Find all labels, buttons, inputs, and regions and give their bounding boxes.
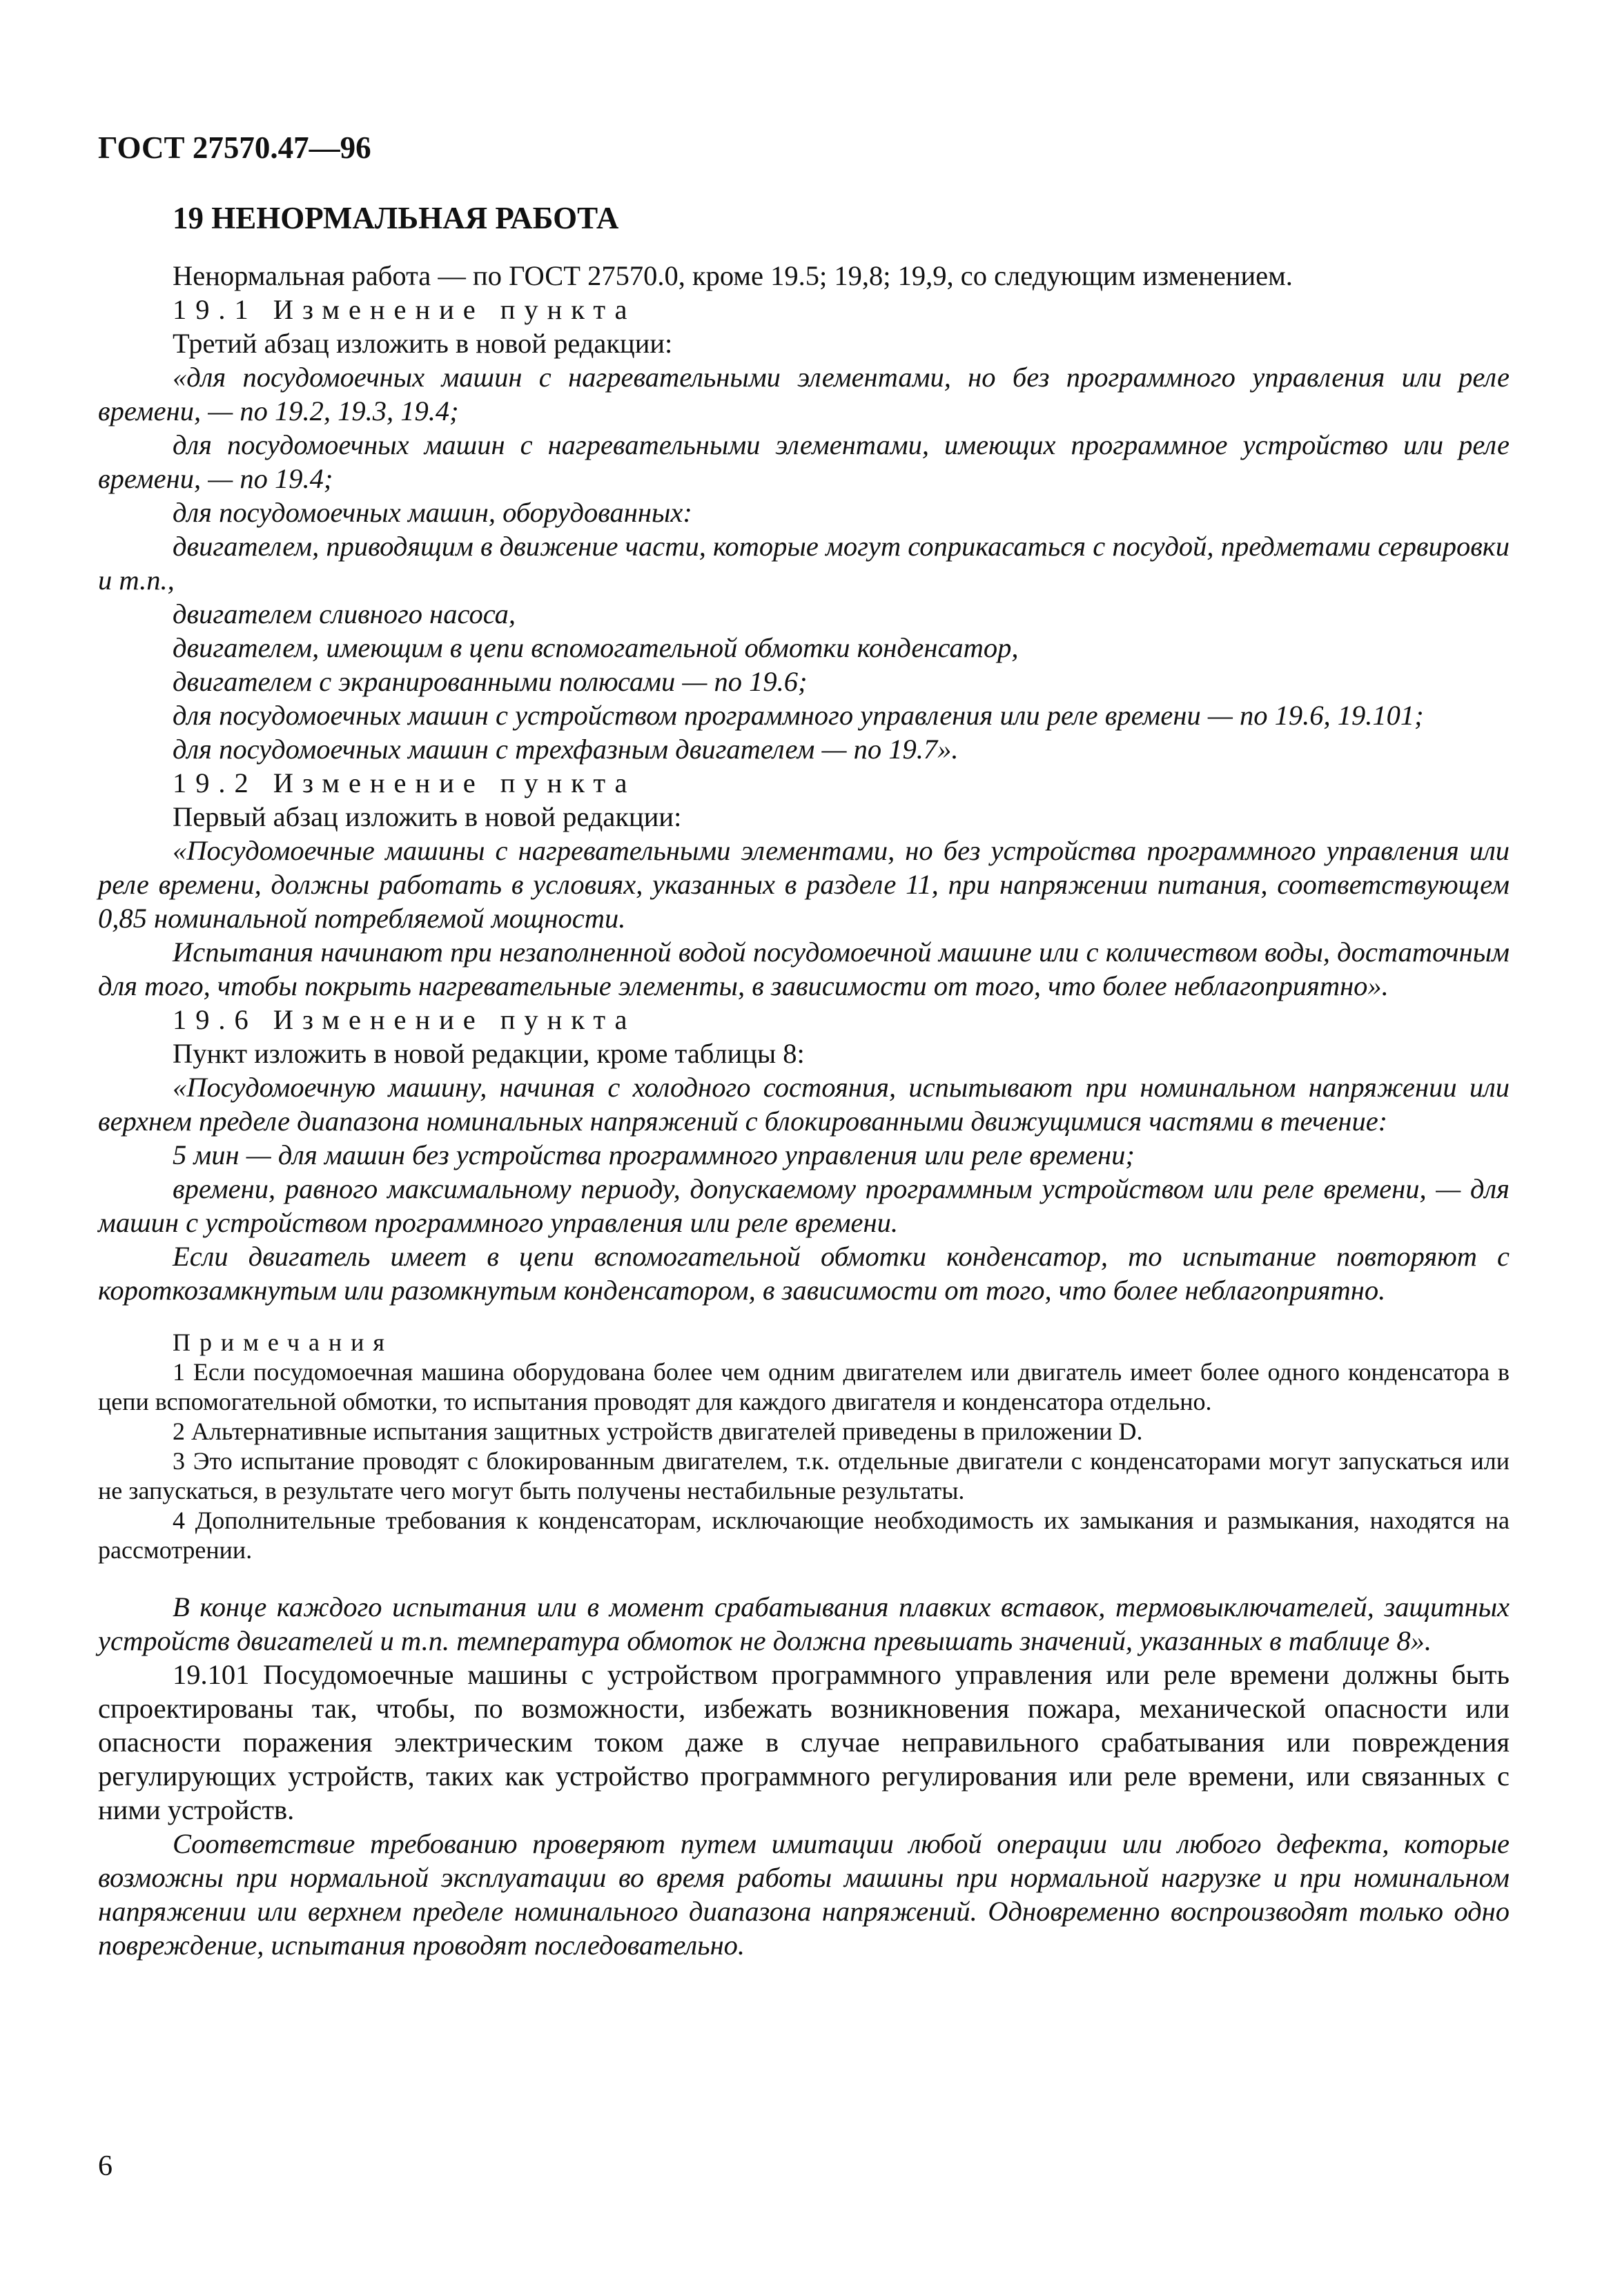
clause-19-6-text: «Посудомоечную машину, начиная с холодного состояния, испытывают при номинальном напряжении или верхнем пределе диапазона номинальных напряжений с блокированными движущимися частями в течение: (98, 1072, 1510, 1137)
clause-19-1-text: двигателем, имеющим в цепи вспомогательной обмотки конденсатор, (173, 632, 1019, 663)
clause-19-2-text: Испытания начинают при незаполненной водой посудомоечной машине или с количеством воды, достаточным для того, чтобы покрыть нагревательные элементы, в зависимости от того, что более неблагоприятно». (98, 936, 1510, 1001)
notes-title: Примечания (173, 1328, 393, 1356)
clause-19-1-instruction: Третий абзац изложить в новой редакции: (173, 328, 673, 359)
note-item: 1 Если посудомоечная машина оборудована более чем одним двигателем или двигатель имеет более одного конденсатора в цепи вспомогательной обмотки, то испытания проводят для каждого двигателя и конденсатора отдельно. (98, 1358, 1510, 1415)
document-header: ГОСТ 27570.47—96 (98, 130, 371, 165)
clause-19-1-text: для посудомоечных машин с нагревательными элементами, имеющих программное устройство или реле времени, — по 19.4; (98, 429, 1510, 494)
clause-19-6-text: времени, равного максимальному периоду, допускаемому программным устройством или реле времени, — для машин с устройством программного управления или реле времени. (98, 1173, 1510, 1238)
page-number: 6 (98, 2150, 113, 2182)
clause-19-1-text: «для посудомоечных машин с нагревательными элементами, но без программного управления или реле времени, — по 19.2, 19.3, 19.4; (98, 362, 1510, 426)
clause-19-1-text: двигателем сливного насоса, (173, 598, 516, 629)
compliance-text: Соответствие требованию проверяют путем имитации любой операции или любого дефекта, которые возможны при нормальной эксплуатации во время работы машины при нормальной нагрузке и при номинальном напряжении или верхнем пределе номинального диапазона напряжений. Одновременно воспроизводят только одно повреждение, испытания проводят последовательно. (98, 1828, 1510, 1961)
after-notes-text: В конце каждого испытания или в момент срабатывания плавких вставок, термовыключателей, защитных устройств двигателей и т.п. температура обмоток не должна превышать значений, указанных в таблице 8». (98, 1591, 1510, 1656)
clause-19-1-heading: 19.1 Изменение пункта (173, 294, 636, 325)
document-body (98, 202, 1510, 1962)
clause-19-1-text: двигателем, приводящим в движение части, которые могут соприкасаться с посудой, предметами сервировки и т.п., (98, 531, 1510, 596)
clause-19-101: 19.101 Посудомоечные машины с устройством программного управления или реле времени должны быть спроектированы так, чтобы, по возможности, избежать возникновения пожара, механической опасности или опасности поражения электрическим током даже в случае неправильного срабатывания или повреждения регулирующих устройств, таких как устройство программного регулирования или реле времени, или связанных с ними устройств. (98, 1659, 1510, 1825)
note-item: 4 Дополнительные требования к конденсаторам, исключающие необходимость их замыкания и размыкания, находятся на рассмотрении. (98, 1507, 1510, 1564)
section-title: 19 НЕНОРМАЛЬНАЯ РАБОТА (173, 201, 619, 235)
note-item: 3 Это испытание проводят с блокированным двигателем, т.к. отдельные двигатели с конденсаторами могут запускаться или не запускаться, в результате чего могут быть получены нестабильные результаты. (98, 1447, 1510, 1504)
clause-19-2-instruction: Первый абзац изложить в новой редакции: (173, 801, 682, 832)
clause-19-2-heading: 19.2 Изменение пункта (173, 767, 636, 798)
note-item: 2 Альтернативные испытания защитных устройств двигателей приведены в приложении D. (173, 1417, 1143, 1445)
clause-19-1-text: для посудомоечных машин, оборудованных: (173, 497, 692, 528)
clause-19-6-text: Если двигатель имеет в цепи вспомогательной обмотки конденсатор, то испытание повторяют с короткозамкнутым или разомкнутым конденсатором, в зависимости от того, что более неблагоприятно. (98, 1241, 1510, 1306)
clause-19-2-text: «Посудомоечные машины с нагревательными элементами, но без устройства программного управления или реле времени, должны работать в условиях, указанных в разделе 11, при напряжении питания, соответствующем 0,85 номинальной потребляемой мощности. (98, 835, 1510, 934)
clause-19-1-text: двигателем с экранированными полюсами — по 19.6; (173, 666, 808, 697)
clause-19-6-instruction: Пункт изложить в новой редакции, кроме таблицы 8: (173, 1038, 805, 1069)
clause-19-1-text: для посудомоечных машин с устройством программного управления или реле времени — по 19.6, 19.101; (173, 700, 1424, 731)
clause-19-1-text: для посудомоечных машин с трехфазным двигателем — по 19.7». (173, 734, 959, 765)
clause-19-6-text: 5 мин — для машин без устройства программного управления или реле времени; (173, 1139, 1135, 1170)
intro-paragraph: Ненормальная работа — по ГОСТ 27570.0, кроме 19.5; 19,8; 19,9, со следующим изменением. (173, 260, 1293, 291)
clause-19-6-heading: 19.6 Изменение пункта (173, 1004, 636, 1035)
notes-block (98, 1328, 1510, 1565)
